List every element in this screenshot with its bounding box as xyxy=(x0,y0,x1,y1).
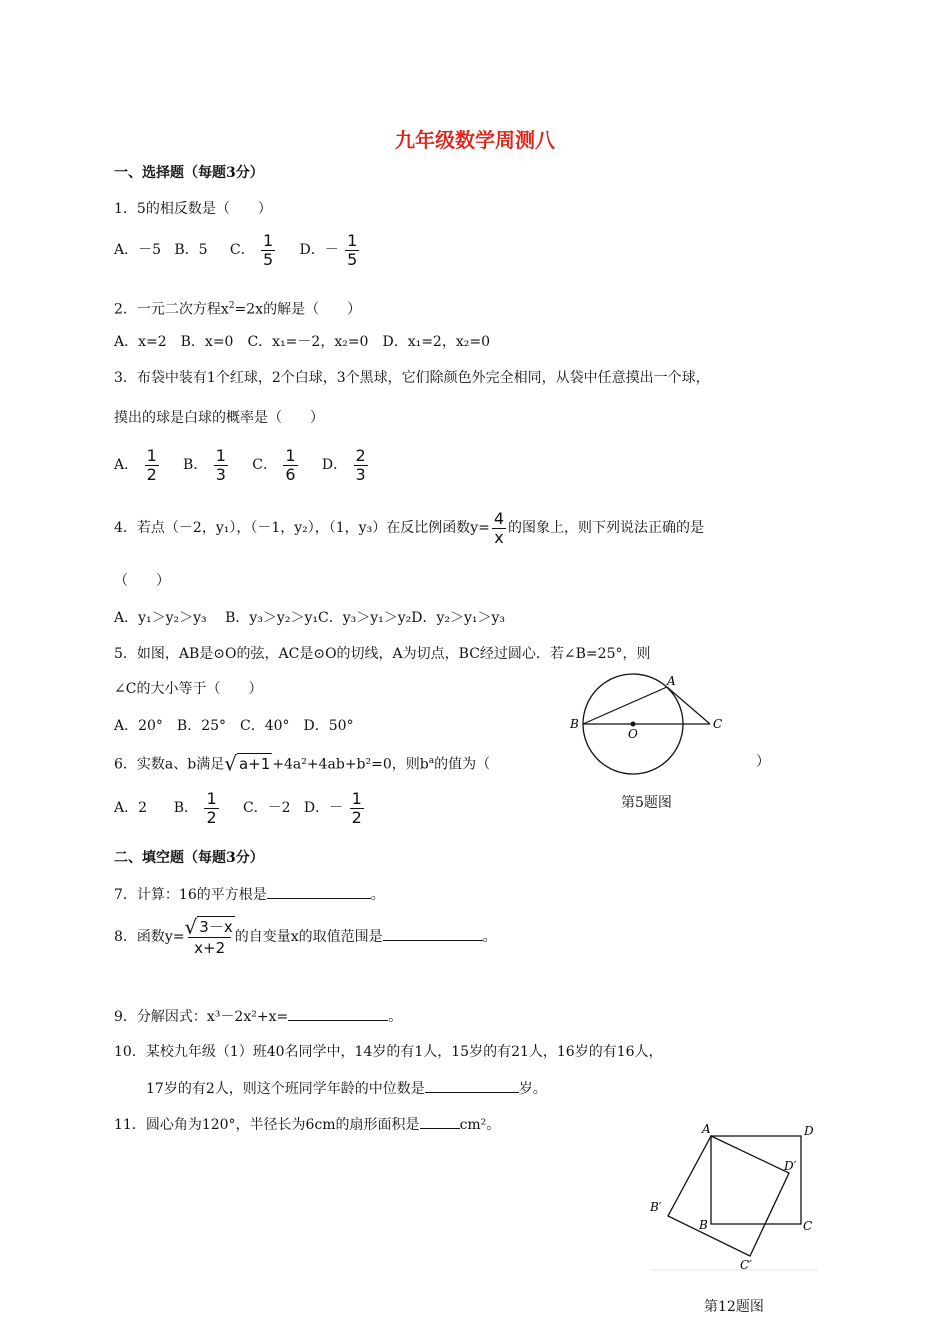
option-c: C． xyxy=(229,242,255,258)
label-c: C xyxy=(713,717,723,731)
section-fill-heading: 二、填空题（每题3分） xyxy=(114,850,264,866)
option-b: B． xyxy=(173,800,199,816)
option-b: B．5 xyxy=(174,242,208,258)
fraction: $\frac{1}{6}$ xyxy=(285,445,296,484)
question-1-options xyxy=(114,230,361,270)
figure-5-circle-diagram xyxy=(560,666,740,778)
label-b: B xyxy=(699,1218,708,1232)
answer-blank[interactable] xyxy=(420,1114,460,1129)
question-3-line-2: 摸出的球是白球的概率是（ ） xyxy=(114,410,324,426)
figure-12-rotated-square xyxy=(640,1118,830,1278)
question-2: 2．一元二次方程$x^2=2x$的解是（ ） xyxy=(114,301,362,318)
question-3-options xyxy=(114,443,370,487)
option-c: C． xyxy=(252,457,277,473)
label-c: C xyxy=(803,1219,813,1233)
option-c: C．－2 xyxy=(242,800,291,816)
page-title: 九年级数学周测八 xyxy=(395,128,555,152)
question-10-line-2: 17岁的有2人，则这个班同学年龄的中位数是 岁。 xyxy=(146,1078,547,1099)
question-6-paren-close: ） xyxy=(756,754,770,770)
section-choice-heading: 一、选择题（每题3分） xyxy=(114,165,264,181)
question-5-line-1: 5．如图，AB是⊙O的弦，AC是⊙O的切线，A为切点，BC经过圆心．若∠B=25°，则 xyxy=(114,646,651,662)
label-a: A xyxy=(667,674,676,688)
fraction: $\frac{1}{3}$ xyxy=(215,445,226,484)
answer-blank[interactable] xyxy=(288,1006,388,1021)
figure-12-caption: 第12题图 xyxy=(704,1299,764,1315)
answer-blank[interactable] xyxy=(425,1078,519,1093)
label-b: B xyxy=(570,717,579,731)
fraction: $\frac{1}{5}$ xyxy=(347,230,358,269)
option-a: A．－5 xyxy=(114,242,162,258)
question-3-line-1: 3．布袋中装有1个红球，2个白球，3个黑球，它们除颜色外完全相同，从袋中任意摸出一个球， xyxy=(114,370,710,386)
option-d: D． xyxy=(321,457,348,473)
question-2-options: A．x=2 B．x=0 C．x₁=－2，x₂=0 D．x₁=2，x₂=0 xyxy=(114,334,490,350)
label-b-prime: B′ xyxy=(650,1200,662,1214)
answer-blank[interactable] xyxy=(383,926,483,941)
question-5-options: A．20° B．25° C．40° D．50° xyxy=(114,718,354,734)
fraction: $\frac{1}{5}$ xyxy=(263,230,274,269)
question-1: 1．5的相反数是（ ） xyxy=(114,201,272,217)
label-o: O xyxy=(628,727,638,741)
fraction: $\frac{1}{2}$ xyxy=(146,445,157,484)
question-6: 6．实数a、b满足√ a+1 +4a²+4ab+b²=0，则$b^a$的值为（ xyxy=(114,751,491,776)
fraction: $\frac{2}{3}$ xyxy=(355,445,366,484)
question-7: 7．计算：16的平方根是 。 xyxy=(114,884,385,905)
option-d: D．－ xyxy=(299,242,339,258)
fraction: $\frac{1}{2}$ xyxy=(351,788,362,827)
option-d: D．－ xyxy=(303,800,344,816)
question-6-options xyxy=(114,786,366,830)
question-10-line-1: 10．某校九年级（1）班40名同学中，14岁的有1人，15岁的有21人，16岁的有16人， xyxy=(114,1044,663,1060)
option-b: B． xyxy=(183,457,208,473)
fraction: $\frac{4}{x}$ xyxy=(493,508,505,547)
fraction: $\frac{1}{2}$ xyxy=(206,788,217,827)
question-4: 4．若点（－2，y₁），（－1，y₂），（1，y₃）在反比例函数y= $\frac{4}{x}$ 的图象上，则下列说法正确的是 xyxy=(114,508,705,547)
option-a: A．2 xyxy=(114,800,148,816)
question-8: 8．函数y= $\frac{√ 3-x}{x+2}$ 的自变量x的取值范围是 。 xyxy=(114,915,497,957)
question-9: 9．分解因式：x³－2x²+x= 。 xyxy=(114,1006,402,1027)
answer-blank[interactable] xyxy=(267,884,371,899)
question-11: 11．圆心角为120°，半径长为6cm的扇形面积是 cm²。 xyxy=(114,1114,500,1135)
question-4-paren: （ ） xyxy=(114,573,170,589)
label-c-prime: C′ xyxy=(740,1258,752,1272)
question-5-line-2: ∠C的大小等于（ ） xyxy=(114,681,263,697)
label-d-prime: D′ xyxy=(784,1159,797,1173)
question-4-options: A．y₁＞y₂＞y₃ B．y₃＞y₂＞y₁C．y₃＞y₁＞y₂D．y₂＞y₁＞y₃ xyxy=(114,610,506,626)
figure-5-caption: 第5题图 xyxy=(621,795,672,811)
label-d: D xyxy=(804,1124,814,1138)
label-a: A xyxy=(702,1122,711,1136)
fraction: $\frac{√ 3-x}{x+2}$ xyxy=(184,915,233,957)
sqrt-expression: a+1 xyxy=(238,754,271,773)
option-a: A． xyxy=(114,457,139,473)
